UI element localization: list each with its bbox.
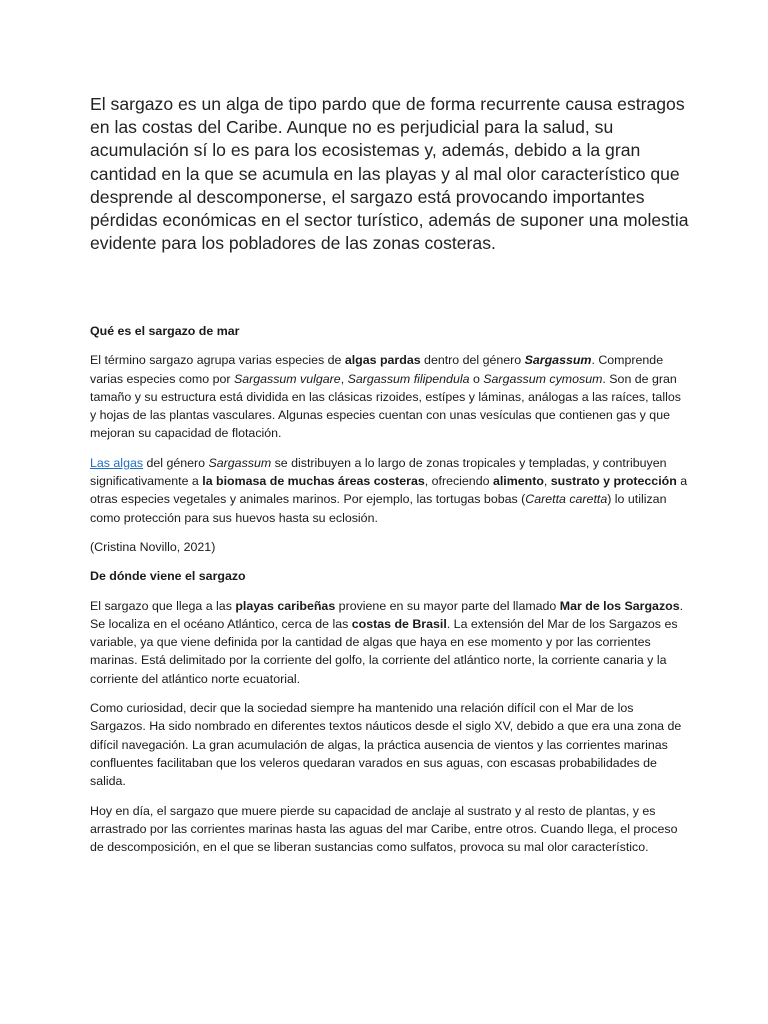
italic-run: Sargassum vulgare bbox=[233, 371, 341, 386]
bold-run: playas caribeñas bbox=[235, 598, 336, 613]
text-run: ) lo utilizan como protección para sus huevos hasta su eclosión. bbox=[90, 492, 667, 525]
text-run: proviene en su mayor parte del llamado bbox=[335, 598, 560, 613]
text-run: El término sargazo agrupa varias especies de bbox=[90, 353, 345, 368]
section-heading-de-donde: De dónde viene el sargazo bbox=[90, 569, 246, 584]
citation: (Cristina Novillo, 2021) bbox=[90, 539, 216, 554]
text-run: del género bbox=[143, 455, 209, 470]
text-run: a otras especies vegetales y animales marinos. Por ejemplo, las tortugas bobas ( bbox=[90, 474, 688, 507]
text-run: . Son de gran tamaño y su estructura está dividida en las clásicas rizoides, estípes y láminas, análogas a las raíces, tallos y hojas de las plantas vasculares. Algunas especies cuentan con unas vesículas que contienen gas y que mejoran su capacidad de flotación. bbox=[90, 371, 681, 441]
text-run: o bbox=[469, 371, 484, 386]
paragraph-distribucion bbox=[90, 454, 690, 527]
bold-run: Mar de los Sargazos bbox=[559, 598, 680, 613]
paragraph-curiosidad: Como curiosidad, decir que la sociedad siempre ha mantenido una relación difícil con el Mar de los Sargazos. Ha sido nombrado en diferentes textos náuticos desde el siglo XV, debido a que era una zona de difícil navegación. La gran acumulación de algas, la práctica ausencia de vientos y las corrientes marinas confluentes facilitaban que los veleros quedaran varados en sus aguas, con escasas probabilidades de salida. bbox=[90, 701, 682, 789]
italic-run: Sargassum filipendula bbox=[347, 371, 470, 386]
text-run: se distribuyen a lo largo de zonas tropicales y templadas, y contribuyen significativamente a bbox=[90, 455, 667, 489]
italic-run: Sargassum bbox=[208, 455, 272, 470]
section-heading-que-es: Qué es el sargazo de mar bbox=[90, 324, 240, 338]
italic-run: Sargassum cymosum bbox=[483, 371, 603, 386]
intro-paragraph: El sargazo es un alga de tipo pardo que de forma recurrente causa estragos en las costas del Caribe. Aunque no es perjudicial para la salud, su acumulación sí lo es para los ecosistemas y, además, debido a la gran cantidad en la que se acumula en las playas y al mal olor característico que desprende al descomponerse, el sargazo está provocando importantes pérdidas económicas en el sector turístico, además de suponer una molestia evidente para los pobladores de las zonas costeras. bbox=[90, 94, 689, 254]
bold-run: sustrato y protección bbox=[550, 474, 677, 489]
text-run: dentro del género bbox=[420, 353, 525, 368]
bold-run: la biomasa de muchas áreas costeras bbox=[202, 474, 425, 489]
las-algas-link[interactable]: Las algas bbox=[90, 455, 144, 470]
italic-run: Caretta caretta bbox=[525, 492, 608, 507]
text-run: , bbox=[340, 371, 348, 386]
paragraph-definicion bbox=[90, 351, 690, 442]
text-run: El sargazo que llega a las bbox=[90, 598, 236, 613]
bold-run: alimento bbox=[492, 474, 544, 489]
bold-run: algas pardas bbox=[344, 353, 421, 368]
text-run: . Se localiza en el océano Atlántico, cerca de las bbox=[90, 598, 684, 631]
text-run: . La extensión del Mar de los Sargazos es variable, ya que viene definida por la cantidad de algas que haya en ese momento y por las corrientes marinas. Está delimitado por la corriente del golfo, la corriente del atlántico norte, la corriente canaria y la corriente del atlántico norte ecuatorial. bbox=[90, 616, 678, 686]
paragraph-origen bbox=[90, 597, 690, 688]
bold-italic-run: Sargassum bbox=[524, 353, 592, 368]
text-run: . Comprende varias especies como por bbox=[90, 353, 664, 386]
text-run: , ofreciendo bbox=[424, 474, 493, 489]
text-run: , bbox=[543, 474, 551, 489]
bold-run: costas de Brasil bbox=[351, 616, 447, 631]
document-body bbox=[90, 322, 690, 856]
paragraph-hoy-en-dia: Hoy en día, el sargazo que muere pierde su capacidad de anclaje al sustrato y al resto de plantas, y es arrastrado por las corrientes marinas hasta las aguas del mar Caribe, entre otros. Cuando llega, el proceso de descomposición, en el que se liberan sustancias como sulfatos, provoca su mal olor característico. bbox=[90, 803, 678, 855]
